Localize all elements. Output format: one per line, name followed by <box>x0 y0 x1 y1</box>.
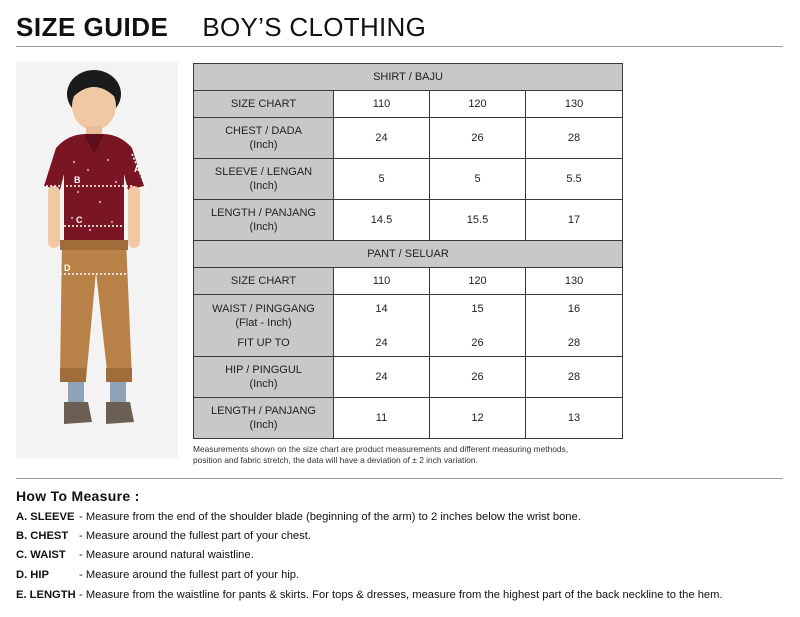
measure-item <box>16 549 254 561</box>
pant-size: 130 <box>526 268 623 295</box>
pant-hip-row <box>194 357 623 398</box>
row-label-main: SLEEVE / LENGAN <box>214 166 313 178</box>
waist-value: 16 <box>567 302 581 315</box>
size-chart-table <box>193 63 623 439</box>
how-to-measure-title: How To Measure : <box>16 488 140 504</box>
fit-up-to-label: FIT UP TO <box>237 336 290 349</box>
row-label-main: LENGTH / PANJANG <box>211 207 316 219</box>
pant-size: 110 <box>334 268 430 295</box>
shirt-size-label: SIZE CHART <box>194 91 334 118</box>
measure-desc: - Measure around natural waistline. <box>79 549 254 561</box>
shirt-size-row <box>194 91 623 118</box>
row-label-main: WAIST / PINGGANG <box>212 302 315 315</box>
measure-desc: - Measure around the fullest part of your hip. <box>79 569 300 581</box>
label-a: A <box>134 164 141 174</box>
row-label-main: LENGTH / PANJANG <box>211 405 316 417</box>
measure-desc: - Measure from the waistline for pants & skirts. For tops & dresses, measure from the highest part of the back neckline to the hem. <box>79 589 723 601</box>
row-label <box>194 295 334 357</box>
page-subtitle: BOY’S CLOTHING <box>202 12 427 42</box>
shirt-section-label: SHIRT / BAJU <box>194 64 623 91</box>
label-d: D <box>64 263 71 273</box>
cell-value: 5 <box>430 159 526 200</box>
row-label <box>194 159 334 200</box>
model-photo <box>16 62 178 458</box>
cell-value: 17 <box>526 200 623 241</box>
label-c: C <box>76 215 83 225</box>
row-label-unit: (Inch) <box>249 221 278 233</box>
page-title: SIZE GUIDE <box>16 12 169 42</box>
waist-value: 14 <box>375 302 388 315</box>
shirt-size: 110 <box>334 91 430 118</box>
measure-key: A. SLEEVE <box>16 511 75 523</box>
cell-value: 24 <box>334 118 430 159</box>
cell-value <box>430 295 526 357</box>
fit-value: 28 <box>567 336 581 349</box>
cell-value <box>526 295 623 357</box>
cell-value: 24 <box>334 357 430 398</box>
page-header <box>16 12 426 42</box>
measure-key: E. LENGTH <box>16 589 76 601</box>
row-label-main: CHEST / DADA <box>225 125 302 137</box>
cell-value: 13 <box>526 398 623 439</box>
pant-waist-row <box>194 295 623 357</box>
measurement-note <box>193 444 653 466</box>
pant-length-row <box>194 398 623 439</box>
header-divider <box>16 46 783 47</box>
fit-value: 26 <box>471 336 484 349</box>
cell-value: 14.5 <box>334 200 430 241</box>
measure-item <box>16 530 311 542</box>
row-label-unit: (Inch) <box>249 419 278 431</box>
row-label-unit: (Inch) <box>249 180 278 192</box>
cell-value: 26 <box>430 118 526 159</box>
measure-desc: - Measure from the end of the shoulder blade (beginning of the arm) to 2 inches below the wrist bone. <box>79 511 581 523</box>
row-label <box>194 357 334 398</box>
shirt-size: 120 <box>430 91 526 118</box>
row-label <box>194 118 334 159</box>
shirt-chest-row <box>194 118 623 159</box>
pant-size: 120 <box>430 268 526 295</box>
measure-item <box>16 569 299 581</box>
cell-value: 11 <box>334 398 430 439</box>
pant-section-row <box>194 241 623 268</box>
measure-key: C. WAIST <box>16 549 66 561</box>
pant-size-row <box>194 268 623 295</box>
shirt-sleeve-row <box>194 159 623 200</box>
cell-value: 12 <box>430 398 526 439</box>
cell-value: 28 <box>526 357 623 398</box>
row-label <box>194 398 334 439</box>
shirt-size: 130 <box>526 91 623 118</box>
row-label-main: HIP / PINGGUL <box>225 364 302 376</box>
cell-value: 26 <box>430 357 526 398</box>
measure-desc: - Measure around the fullest part of your chest. <box>79 530 311 542</box>
cell-value: 15.5 <box>430 200 526 241</box>
pant-size-label: SIZE CHART <box>194 268 334 295</box>
row-label <box>194 200 334 241</box>
measure-key: D. HIP <box>16 569 49 581</box>
shirt-length-row <box>194 200 623 241</box>
cell-value: 5.5 <box>526 159 623 200</box>
cell-value <box>334 295 430 357</box>
row-label-unit: (Inch) <box>249 139 278 151</box>
row-label-unit: (Flat - Inch) <box>235 316 292 329</box>
measure-key: B. CHEST <box>16 530 69 542</box>
note-line: position and fabric stretch, the data will have a deviation of ± 2 inch variation. <box>193 455 478 465</box>
label-b: B <box>74 175 81 185</box>
fit-value: 24 <box>375 336 388 349</box>
section-divider <box>16 478 783 479</box>
boy-illustration <box>16 62 178 458</box>
shirt-section-row <box>194 64 623 91</box>
waist-value: 15 <box>471 302 484 315</box>
measure-item <box>16 589 723 601</box>
cell-value: 5 <box>334 159 430 200</box>
note-line: Measurements shown on the size chart are product measurements and different measuring methods, <box>193 444 569 454</box>
measure-item <box>16 511 581 523</box>
pant-section-label: PANT / SELUAR <box>194 241 623 268</box>
cell-value: 28 <box>526 118 623 159</box>
row-label-unit: (Inch) <box>249 378 278 390</box>
